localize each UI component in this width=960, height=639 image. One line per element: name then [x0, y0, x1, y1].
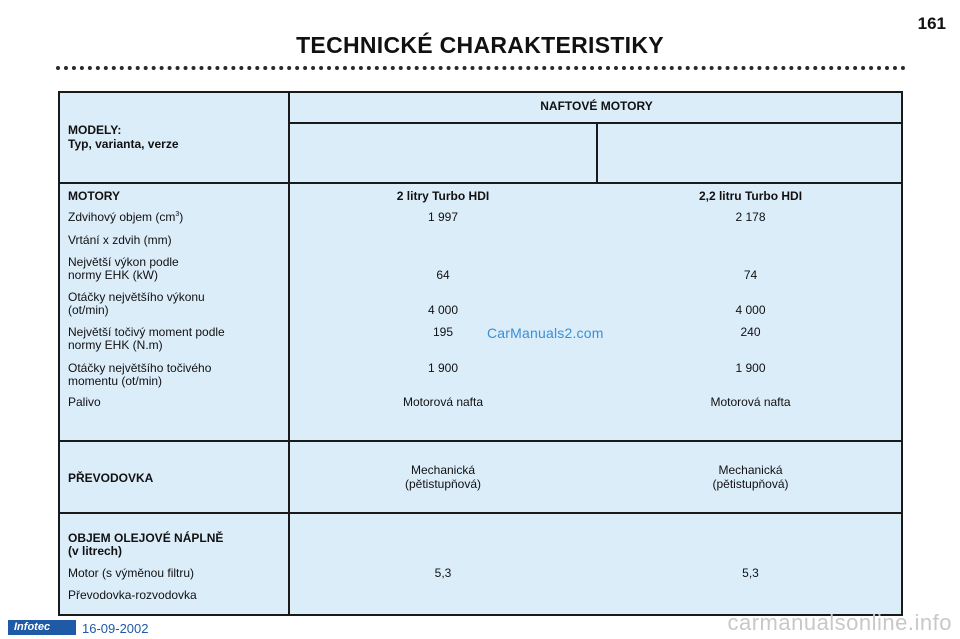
engine-col1-name: 2 litry Turbo HDI	[396, 189, 490, 203]
row-c1-power: 64	[436, 268, 450, 282]
row-label-power-rpm-l2: (ot/min)	[68, 303, 109, 317]
oil-capacity-label-l2: (v litrech)	[68, 544, 123, 558]
engine-col2-name: 2,2 litru Turbo HDI	[698, 189, 803, 203]
gearbox-c2-l1: Mechanická	[718, 463, 783, 477]
footer-date: 16-09-2002	[82, 621, 149, 636]
row-c2-torque-rpm: 1 900	[735, 361, 766, 375]
row-label-power-rpm-l1: Otáčky největšího výkonu	[68, 290, 205, 304]
spec-table	[58, 91, 903, 616]
row-c2-fuel: Motorová nafta	[710, 395, 791, 409]
oil-engine-c2: 5,3	[742, 566, 759, 580]
title-dotted-rule	[56, 66, 906, 70]
page-number: 161	[917, 14, 946, 33]
oil-gearbox-label: Převodovka-rozvodovka	[68, 588, 197, 602]
row-label-fuel: Palivo	[68, 395, 101, 409]
gearbox-c2-l2: (pětistupňová)	[712, 477, 789, 491]
row-label-bore-stroke: Vrtání x zdvih (mm)	[68, 233, 172, 247]
watermark-carmanuals: CarManuals2.com	[487, 325, 604, 341]
oil-engine-label: Motor (s výměnou filtru)	[68, 566, 195, 580]
oil-capacity-label-l1: OBJEM OLEJOVÉ NÁPLNĚ	[68, 531, 224, 545]
row-c2-power-rpm: 4 000	[735, 303, 766, 317]
row-c1-torque: 195	[432, 325, 454, 339]
row-c1-power-rpm: 4 000	[427, 303, 459, 317]
row-c1-torque-rpm: 1 900	[427, 361, 459, 375]
models-label: MODELY:	[68, 123, 122, 137]
page-title: TECHNICKÉ CHARAKTERISTIKY	[296, 32, 664, 58]
row-label-torque-rpm-l1: Otáčky největšího točivého	[68, 361, 212, 375]
row-c2-power: 74	[743, 268, 758, 282]
gearbox-label: PŘEVODOVKA	[68, 471, 154, 485]
row-label-displacement: Zdvihový objem $(cm^3)$	[68, 210, 184, 224]
table-divider-engine	[60, 440, 901, 442]
footer-site-watermark: carmanualsonline.info	[727, 610, 952, 635]
row-c2-torque: 240	[740, 325, 761, 339]
infotec-logo: Infotec	[8, 620, 76, 635]
row-c1-displacement: 1 997	[427, 210, 459, 224]
row-c1-fuel: Motorová nafta	[402, 395, 484, 409]
gearbox-c1-l1: Mechanická	[410, 463, 476, 477]
gearbox-c1-l2: (pětistupňová)	[404, 477, 482, 491]
table-divider-group-header	[288, 122, 901, 124]
row-label-power-l1: Největší výkon podle	[68, 255, 179, 269]
group-header-diesel-engines: NAFTOVÉ MOTORY	[540, 99, 653, 113]
row-label-torque-l2: normy EHK (N.m)	[68, 338, 163, 352]
row-label-power-l2: normy EHK (kW)	[68, 268, 158, 282]
row-c2-displacement: 2 178	[735, 210, 766, 224]
row-label-torque-l1: Největší točivý moment podle	[68, 325, 225, 339]
row-label-torque-rpm-l2: momentu (ot/min)	[68, 374, 163, 388]
table-divider-header-columns	[596, 122, 598, 182]
engine-section-label: MOTORY	[68, 189, 121, 203]
table-divider-gearbox	[60, 512, 901, 514]
oil-engine-c1: 5,3	[434, 566, 452, 580]
models-sublabel: Typ, varianta, verze	[68, 137, 179, 151]
table-divider-models	[60, 182, 901, 184]
